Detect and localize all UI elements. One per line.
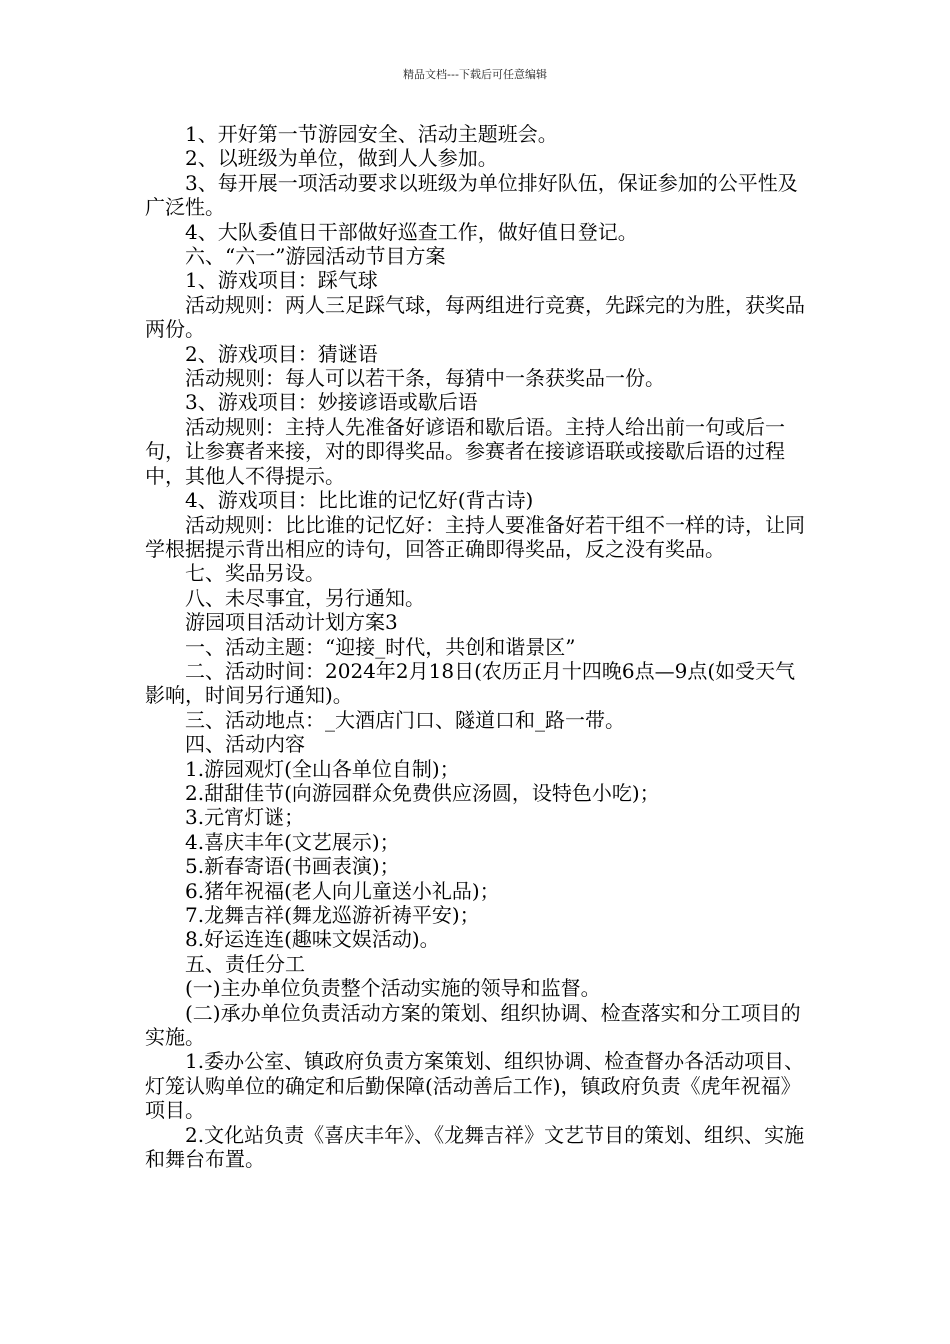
paragraph: (一)主办单位负责整个活动实施的领导和监督。 <box>185 976 601 1001</box>
paragraph: 8.好运连连(趣味文娱活动)。 <box>185 927 440 952</box>
paragraph: 一、活动主题：“迎接_时代，共创和谐景区” <box>185 634 576 659</box>
paragraph: 三、活动地点：_大酒店门口、隧道口和_路一带。 <box>185 707 625 732</box>
paragraph: 5.新春寄语(书画表演)； <box>185 854 400 879</box>
paragraph: 3.元宵灯谜； <box>185 805 305 830</box>
paragraph: 活动规则：主持人先准备好谚语和歇后语。主持人给出前一句或后一句，让参赛者来接，对的即得奖品。参赛者在接谚语联或接歇后语的过程中，其他人不得提示。 <box>145 414 785 488</box>
paragraph: (二)承办单位负责活动方案的策划、组织协调、检查落实和分工项目的实施。 <box>145 1000 801 1050</box>
paragraph: 4、游戏项目：比比谁的记忆好(背古诗) <box>185 488 534 513</box>
paragraph: 3、游戏项目：妙接谚语或歇后语 <box>185 390 478 415</box>
paragraph: 2.文化站负责《喜庆丰年》、《龙舞吉祥》文艺节目的策划、组织、实施和舞台布置。 <box>145 1122 805 1172</box>
paragraph: 6.猪年祝福(老人向儿童送小礼品)； <box>185 878 500 903</box>
paragraph: 活动规则：比比谁的记忆好：主持人要准备好若干组不一样的诗，让同学根据提示背出相应的诗句，回答正确即得奖品，反之没有奖品。 <box>145 512 805 561</box>
paragraph: 六、“六一”游园活动节目方案 <box>185 244 446 269</box>
paragraph: 八、未尽事宜，另行通知。 <box>185 585 425 610</box>
paragraph: 3、每开展一项活动要求以班级为单位排好队伍，保证参加的公平性及广泛性。 <box>145 170 798 220</box>
paragraph: 七、奖品另设。 <box>185 561 325 586</box>
paragraph: 1.游园观灯(全山各单位自制)； <box>185 756 460 781</box>
paragraph: 1.委办公室、镇政府负责方案策划、组织协调、检查督办各活动项目、灯笼认购单位的确定和后勤保障(活动善后工作)，镇政府负责《虎年祝福》项目。 <box>145 1049 805 1123</box>
paragraph: 4.喜庆丰年(文艺展示)； <box>185 829 400 854</box>
paragraph: 活动规则：每人可以若干条，每猜中一条获奖品一份。 <box>185 366 665 391</box>
paragraph: 活动规则：两人三足踩气球，每两组进行竞赛，先踩完的为胜，获奖品两份。 <box>145 292 805 342</box>
page-header: 精品文档---下载后可任意编辑 <box>403 68 547 81</box>
paragraph: 1、开好第一节游园安全、活动主题班会。 <box>185 122 558 146</box>
paragraph: 2、以班级为单位，做到人人参加。 <box>185 146 498 171</box>
paragraph: 四、活动内容 <box>185 732 305 757</box>
paragraph: 7.龙舞吉祥(舞龙巡游祈祷平安)； <box>185 903 480 927</box>
paragraph: 2.甜甜佳节(向游园群众免费供应汤圆，设特色小吃)； <box>185 780 660 805</box>
document-body <box>145 122 810 1171</box>
paragraph: 游园项目活动计划方案3 <box>185 610 398 635</box>
paragraph: 二、活动时间：2024年2月18日(农历正月十四晚6点—9点(如受天气影响，时间另行通知)。 <box>145 658 796 708</box>
paragraph: 4、大队委值日干部做好巡查工作，做好值日登记。 <box>185 219 638 244</box>
paragraph: 五、责任分工 <box>185 951 305 976</box>
paragraph: 2、游戏项目：猜谜语 <box>185 341 378 366</box>
paragraph: 1、游戏项目：踩气球 <box>185 268 378 293</box>
